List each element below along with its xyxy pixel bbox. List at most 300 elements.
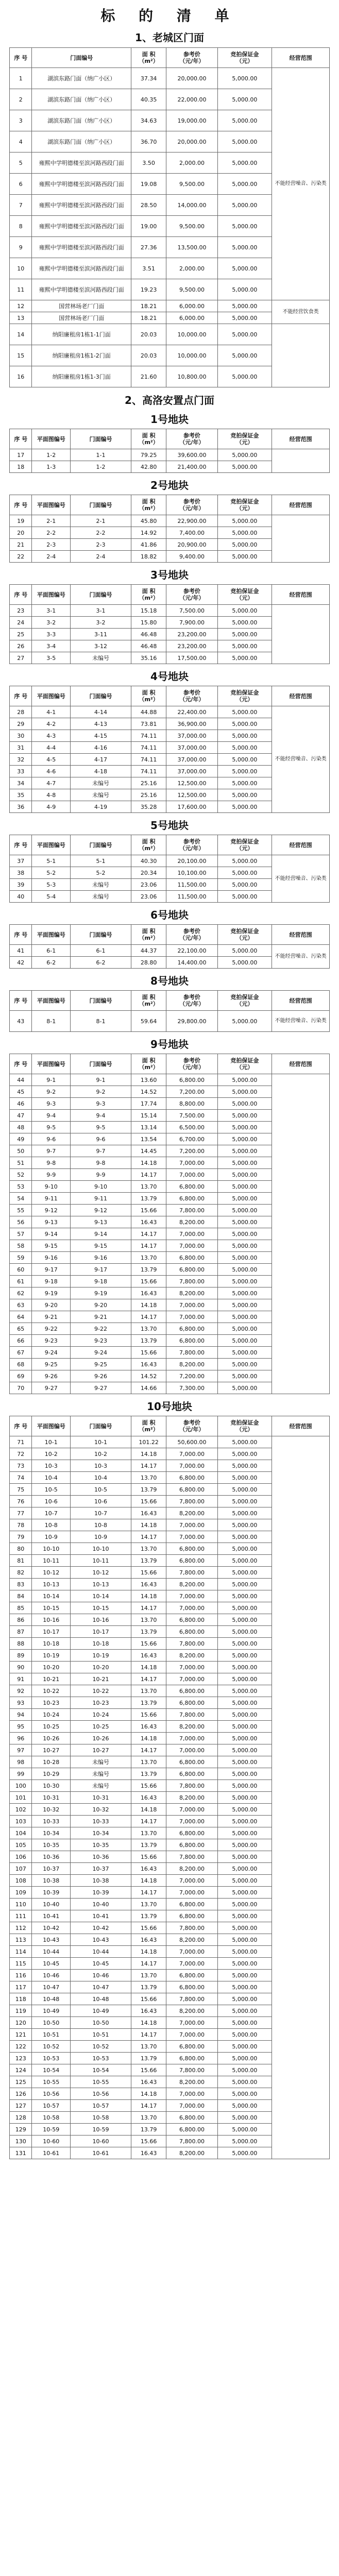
cell-seq: 51	[10, 1157, 32, 1169]
cell-area: 15.66	[131, 1780, 166, 1792]
cell-seq: 117	[10, 1981, 32, 1993]
column-header-remark: 经营范围	[272, 1054, 330, 1074]
cell-deposit: 5,000.00	[217, 1382, 272, 1394]
cell-price: 6,800.00	[166, 1756, 217, 1768]
cell-seq: 99	[10, 1768, 32, 1780]
cell-seq: 22	[10, 551, 32, 563]
shop-table	[9, 495, 330, 563]
cell-price: 6,800.00	[166, 1323, 217, 1335]
cell-seq: 96	[10, 1733, 32, 1744]
cell-area: 13.70	[131, 1970, 166, 1981]
cell-door-no: 10-35	[70, 1839, 131, 1851]
cell-deposit: 5,000.00	[217, 1472, 272, 1484]
cell-deposit: 5,000.00	[217, 258, 272, 279]
document-title: 标 的 清 单	[100, 7, 239, 24]
cell-door-no: 9-13	[70, 1216, 131, 1228]
cell-seq: 68	[10, 1359, 32, 1370]
cell-deposit: 5,000.00	[217, 1685, 272, 1697]
cell-door-no: 10-49	[70, 2005, 131, 2017]
cell-business-scope: 不能经营噪音、污染类	[272, 1011, 330, 1032]
cell-door-no: 10-7	[70, 1507, 131, 1519]
cell-deposit: 5,000.00	[217, 539, 272, 551]
cell-seq: 110	[10, 1899, 32, 1910]
cell-deposit: 5,000.00	[217, 1436, 272, 1448]
cell-deposit: 5,000.00	[217, 1981, 272, 1993]
cell-door-no: 9-19	[70, 1287, 131, 1299]
column-header-door: 门面编号	[70, 429, 131, 449]
cell-seq: 130	[10, 2136, 32, 2147]
column-header-seq: 序 号	[10, 585, 32, 605]
cell-area: 3.51	[131, 258, 166, 279]
table-header-row	[10, 1054, 330, 1074]
cell-area: 14.17	[131, 1673, 166, 1685]
cell-plan-no: 4-4	[32, 742, 71, 754]
cell-area: 16.43	[131, 2005, 166, 2017]
column-header-plan: 平面图编号	[32, 1054, 71, 1074]
shop-table	[9, 924, 330, 969]
cell-deposit: 5,000.00	[217, 617, 272, 629]
column-header-deposit: 竞拍保证金 （元）	[217, 1054, 272, 1074]
cell-area: 20.03	[131, 324, 166, 345]
cell-deposit: 5,000.00	[217, 1519, 272, 1531]
cell-door-no: 10-15	[70, 1602, 131, 1614]
cell-price: 10,000.00	[166, 324, 217, 345]
cell-price: 7,000.00	[166, 1958, 217, 1970]
cell-area: 15.66	[131, 1347, 166, 1359]
cell-door-no: 10-59	[70, 2124, 131, 2136]
cell-area: 20.34	[131, 867, 166, 879]
cell-price: 7,000.00	[166, 1744, 217, 1756]
cell-deposit: 5,000.00	[217, 312, 272, 324]
cell-plan-no: 10-34	[32, 1827, 71, 1839]
cell-price: 7,000.00	[166, 1311, 217, 1323]
cell-door-no: 4-18	[70, 766, 131, 777]
cell-seq: 76	[10, 1496, 32, 1507]
cell-area: 13.70	[131, 2112, 166, 2124]
cell-price: 8,200.00	[166, 1507, 217, 1519]
cell-price: 6,800.00	[166, 1555, 217, 1567]
cell-plan-no: 9-16	[32, 1252, 71, 1264]
cell-plan-no: 10-3	[32, 1460, 71, 1472]
cell-door-no: 10-22	[70, 1685, 131, 1697]
cell-seq: 129	[10, 2124, 32, 2136]
cell-price: 22,100.00	[166, 945, 217, 957]
column-header-door: 门面编号	[70, 686, 131, 706]
cell-plan-no: 5-3	[32, 879, 71, 891]
cell-price: 20,900.00	[166, 539, 217, 551]
cell-area: 14.17	[131, 1744, 166, 1756]
cell-door-no: 10-54	[70, 2064, 131, 2076]
cell-area: 101.22	[131, 1436, 166, 1448]
cell-deposit: 5,000.00	[217, 1780, 272, 1792]
cell-area: 14.18	[131, 1946, 166, 1958]
table-header-row	[10, 585, 330, 605]
cell-deposit: 5,000.00	[217, 1299, 272, 1311]
cell-area: 13.79	[131, 1697, 166, 1709]
cell-door-no: 10-27	[70, 1744, 131, 1756]
cell-seq: 69	[10, 1370, 32, 1382]
column-header-seq: 序 号	[10, 686, 32, 706]
cell-door-no: 10-34	[70, 1827, 131, 1839]
plot-heading: 8号地块	[150, 975, 189, 987]
cell-door-no: 9-10	[70, 1181, 131, 1193]
cell-door-no: 未编号	[70, 777, 131, 789]
cell-seq: 102	[10, 1804, 32, 1816]
cell-deposit: 5,000.00	[217, 1347, 272, 1359]
cell-seq: 95	[10, 1721, 32, 1733]
cell-seq: 45	[10, 1086, 32, 1098]
cell-price: 7,000.00	[166, 1519, 217, 1531]
cell-seq: 43	[10, 1011, 32, 1032]
column-header-deposit: 竞拍保证金 （元）	[217, 925, 272, 945]
cell-seq: 61	[10, 1276, 32, 1287]
cell-deposit: 5,000.00	[217, 1169, 272, 1181]
cell-area: 13.70	[131, 1899, 166, 1910]
cell-seq: 89	[10, 1650, 32, 1662]
cell-seq: 126	[10, 2088, 32, 2100]
cell-door-no: 湖滨东路门面（纳广小区）	[32, 131, 131, 152]
cell-plan-no: 10-37	[32, 1863, 71, 1875]
cell-door-no: 2-1	[70, 515, 131, 527]
cell-area: 16.43	[131, 1863, 166, 1875]
cell-door-no: 9-18	[70, 1276, 131, 1287]
cell-plan-no: 3-4	[32, 640, 71, 652]
cell-seq: 67	[10, 1347, 32, 1359]
cell-area: 16.43	[131, 1359, 166, 1370]
cell-deposit: 5,000.00	[217, 1638, 272, 1650]
cell-price: 10,000.00	[166, 345, 217, 366]
cell-seq: 9	[10, 237, 32, 258]
table-header-row	[10, 835, 330, 855]
table-row	[10, 449, 330, 461]
shop-table	[9, 835, 330, 903]
cell-price: 9,500.00	[166, 279, 217, 300]
cell-plan-no: 1-2	[32, 449, 71, 461]
cell-deposit: 5,000.00	[217, 1011, 272, 1032]
cell-plan-no: 4-6	[32, 766, 71, 777]
cell-business-scope	[272, 605, 330, 664]
cell-area: 14.17	[131, 1816, 166, 1827]
cell-seq: 44	[10, 1074, 32, 1086]
plot-heading: 9号地块	[150, 1038, 189, 1050]
cell-door-no: 9-22	[70, 1323, 131, 1335]
cell-plan-no: 9-24	[32, 1347, 71, 1359]
cell-price: 12,500.00	[166, 777, 217, 789]
cell-door-no: 9-6	[70, 1133, 131, 1145]
cell-door-no: 雍熙中学明德楼至滨河路西段门面	[32, 174, 131, 195]
column-header-remark: 经营范围	[272, 835, 330, 855]
cell-door-no: 未编号	[70, 1768, 131, 1780]
cell-door-no: 未编号	[70, 879, 131, 891]
cell-plan-no: 9-11	[32, 1193, 71, 1205]
cell-seq: 93	[10, 1697, 32, 1709]
cell-seq: 84	[10, 1590, 32, 1602]
cell-area: 16.43	[131, 1507, 166, 1519]
cell-price: 6,800.00	[166, 1335, 217, 1347]
cell-area: 14.17	[131, 1311, 166, 1323]
cell-price: 7,800.00	[166, 1922, 217, 1934]
column-header-door: 门面编号	[70, 1416, 131, 1436]
column-header-plan: 平面图编号	[32, 585, 71, 605]
cell-seq: 81	[10, 1555, 32, 1567]
cell-seq: 53	[10, 1181, 32, 1193]
cell-door-no: 9-12	[70, 1205, 131, 1216]
cell-price: 6,800.00	[166, 1264, 217, 1276]
cell-area: 13.70	[131, 1614, 166, 1626]
cell-deposit: 5,000.00	[217, 1733, 272, 1744]
cell-area: 14.52	[131, 1086, 166, 1098]
cell-door-no: 10-57	[70, 2100, 131, 2112]
plot-heading: 1号地块	[150, 413, 189, 426]
cell-price: 7,500.00	[166, 1110, 217, 1122]
cell-seq: 21	[10, 539, 32, 551]
cell-price: 6,800.00	[166, 1484, 217, 1496]
column-header-plan: 平面图编号	[32, 429, 71, 449]
cell-door-no: 9-4	[70, 1110, 131, 1122]
table-header-row	[10, 991, 330, 1011]
cell-price: 7,800.00	[166, 2136, 217, 2147]
cell-plan-no: 9-19	[32, 1287, 71, 1299]
cell-plan-no: 10-52	[32, 2041, 71, 2053]
cell-price: 14,000.00	[166, 195, 217, 216]
cell-plan-no: 10-9	[32, 1531, 71, 1543]
cell-area: 13.70	[131, 1252, 166, 1264]
cell-business-scope: 不能经营噪音、污染类	[272, 68, 330, 300]
cell-door-no: 10-36	[70, 1851, 131, 1863]
cell-plan-no: 10-16	[32, 1614, 71, 1626]
cell-door-no: 10-46	[70, 1970, 131, 1981]
column-header-seq: 序 号	[10, 1054, 32, 1074]
cell-seq: 78	[10, 1519, 32, 1531]
column-header-price: 参考价 （元/年）	[166, 925, 217, 945]
cell-deposit: 5,000.00	[217, 1086, 272, 1098]
cell-area: 18.21	[131, 312, 166, 324]
cell-plan-no: 10-56	[32, 2088, 71, 2100]
cell-price: 37,000.00	[166, 742, 217, 754]
cell-seq: 27	[10, 652, 32, 664]
cell-door-no: 10-2	[70, 1448, 131, 1460]
cell-area: 15.66	[131, 1709, 166, 1721]
cell-area: 13.79	[131, 1484, 166, 1496]
cell-door-no: 9-23	[70, 1335, 131, 1347]
cell-deposit: 5,000.00	[217, 1335, 272, 1347]
cell-area: 15.80	[131, 617, 166, 629]
cell-seq: 7	[10, 195, 32, 216]
cell-seq: 58	[10, 1240, 32, 1252]
cell-door-no: 10-19	[70, 1650, 131, 1662]
cell-area: 14.18	[131, 1804, 166, 1816]
cell-deposit: 5,000.00	[217, 2088, 272, 2100]
cell-door-no: 10-17	[70, 1626, 131, 1638]
cell-door-no: 10-3	[70, 1460, 131, 1472]
cell-price: 37,000.00	[166, 766, 217, 777]
cell-price: 7,000.00	[166, 1733, 217, 1744]
cell-area: 20.03	[131, 345, 166, 366]
cell-seq: 79	[10, 1531, 32, 1543]
cell-area: 14.18	[131, 2017, 166, 2029]
cell-seq: 104	[10, 1827, 32, 1839]
cell-door-no: 纳阳廉租房1栋1-1门面	[32, 324, 131, 345]
cell-deposit: 5,000.00	[217, 652, 272, 664]
cell-plan-no: 10-36	[32, 1851, 71, 1863]
cell-price: 7,000.00	[166, 1460, 217, 1472]
column-header-area: 面 积 （m²）	[131, 48, 166, 68]
cell-deposit: 5,000.00	[217, 1567, 272, 1579]
cell-price: 6,800.00	[166, 2112, 217, 2124]
cell-door-no: 雍熙中学明德楼至滨河路西段门面	[32, 258, 131, 279]
cell-area: 15.66	[131, 1922, 166, 1934]
cell-seq: 118	[10, 1993, 32, 2005]
cell-area: 14.18	[131, 2088, 166, 2100]
table-row	[10, 855, 330, 867]
cell-area: 13.70	[131, 1323, 166, 1335]
cell-deposit: 5,000.00	[217, 174, 272, 195]
section-heading: 2、高洛安置点门面	[125, 394, 214, 406]
cell-door-no: 9-25	[70, 1359, 131, 1370]
cell-door-no: 10-43	[70, 1934, 131, 1946]
cell-plan-no: 10-46	[32, 1970, 71, 1981]
cell-door-no: 9-7	[70, 1145, 131, 1157]
cell-door-no: 10-12	[70, 1567, 131, 1579]
plot-heading: 2号地块	[150, 479, 189, 492]
cell-area: 44.37	[131, 945, 166, 957]
cell-door-no: 10-48	[70, 1993, 131, 2005]
cell-deposit: 5,000.00	[217, 449, 272, 461]
cell-seq: 33	[10, 766, 32, 777]
shop-table	[9, 47, 330, 387]
shop-table	[9, 584, 330, 664]
cell-deposit: 5,000.00	[217, 1875, 272, 1887]
cell-deposit: 5,000.00	[217, 706, 272, 718]
cell-area: 18.82	[131, 551, 166, 563]
cell-plan-no: 5-2	[32, 867, 71, 879]
column-header-area: 面 积 （m²）	[131, 686, 166, 706]
cell-area: 13.70	[131, 1685, 166, 1697]
cell-deposit: 5,000.00	[217, 879, 272, 891]
cell-price: 7,000.00	[166, 2100, 217, 2112]
cell-price: 21,400.00	[166, 461, 217, 473]
table-row	[10, 1436, 330, 1448]
cell-deposit: 5,000.00	[217, 945, 272, 957]
cell-area: 44.88	[131, 706, 166, 718]
cell-business-scope: 不能经营噪音、污染类	[272, 855, 330, 903]
cell-door-no: 10-31	[70, 1792, 131, 1804]
cell-seq: 72	[10, 1448, 32, 1460]
cell-door-no: 10-47	[70, 1981, 131, 1993]
cell-deposit: 5,000.00	[217, 801, 272, 813]
cell-plan-no: 4-3	[32, 730, 71, 742]
cell-seq: 13	[10, 312, 32, 324]
cell-area: 46.48	[131, 640, 166, 652]
cell-deposit: 5,000.00	[217, 2112, 272, 2124]
cell-plan-no: 10-50	[32, 2017, 71, 2029]
cell-seq: 106	[10, 1851, 32, 1863]
cell-deposit: 5,000.00	[217, 629, 272, 640]
cell-deposit: 5,000.00	[217, 1579, 272, 1590]
table-header-row	[10, 495, 330, 515]
cell-area: 14.17	[131, 1958, 166, 1970]
cell-door-no: 10-13	[70, 1579, 131, 1590]
table-row	[10, 68, 330, 89]
cell-door-no: 3-2	[70, 617, 131, 629]
cell-price: 7,000.00	[166, 1169, 217, 1181]
cell-area: 14.17	[131, 2100, 166, 2112]
cell-door-no: 10-18	[70, 1638, 131, 1650]
plot-heading: 6号地块	[150, 909, 189, 921]
cell-price: 8,200.00	[166, 1287, 217, 1299]
cell-plan-no: 10-40	[32, 1899, 71, 1910]
cell-plan-no: 9-15	[32, 1240, 71, 1252]
cell-plan-no: 10-59	[32, 2124, 71, 2136]
cell-deposit: 5,000.00	[217, 1507, 272, 1519]
cell-seq: 112	[10, 1922, 32, 1934]
cell-seq: 24	[10, 617, 32, 629]
cell-door-no: 9-3	[70, 1098, 131, 1110]
cell-plan-no: 9-20	[32, 1299, 71, 1311]
column-header-price: 参考价 （元/年）	[166, 585, 217, 605]
cell-plan-no: 10-43	[32, 1934, 71, 1946]
cell-deposit: 5,000.00	[217, 1816, 272, 1827]
cell-deposit: 5,000.00	[217, 1614, 272, 1626]
cell-seq: 65	[10, 1323, 32, 1335]
cell-price: 7,200.00	[166, 1086, 217, 1098]
cell-area: 13.70	[131, 2041, 166, 2053]
cell-door-no: 10-38	[70, 1875, 131, 1887]
cell-seq: 16	[10, 366, 32, 387]
cell-deposit: 5,000.00	[217, 68, 272, 89]
column-header-deposit: 竞拍保证金 （元）	[217, 429, 272, 449]
cell-deposit: 5,000.00	[217, 1934, 272, 1946]
cell-price: 6,800.00	[166, 1252, 217, 1264]
cell-price: 7,800.00	[166, 1496, 217, 1507]
cell-deposit: 5,000.00	[217, 345, 272, 366]
cell-door-no: 未编号	[70, 789, 131, 801]
cell-price: 8,200.00	[166, 1863, 217, 1875]
cell-area: 18.21	[131, 300, 166, 312]
cell-price: 6,800.00	[166, 1193, 217, 1205]
cell-price: 6,800.00	[166, 2053, 217, 2064]
column-header-deposit: 竞拍保证金 （元）	[217, 835, 272, 855]
column-header-door: 门面编号	[70, 835, 131, 855]
cell-door-no: 湖滨东路门面（纳广小区）	[32, 89, 131, 110]
column-header-remark: 经营范围	[272, 48, 330, 68]
cell-deposit: 5,000.00	[217, 1792, 272, 1804]
cell-plan-no: 9-2	[32, 1086, 71, 1098]
cell-plan-no: 10-14	[32, 1590, 71, 1602]
cell-seq: 26	[10, 640, 32, 652]
cell-deposit: 5,000.00	[217, 1193, 272, 1205]
cell-deposit: 5,000.00	[217, 2041, 272, 2053]
cell-plan-no: 10-8	[32, 1519, 71, 1531]
cell-deposit: 5,000.00	[217, 1216, 272, 1228]
column-header-deposit: 竞拍保证金 （元）	[217, 48, 272, 68]
cell-door-no: 10-58	[70, 2112, 131, 2124]
cell-price: 7,500.00	[166, 605, 217, 617]
cell-seq: 57	[10, 1228, 32, 1240]
cell-price: 6,800.00	[166, 1827, 217, 1839]
cell-area: 15.14	[131, 1110, 166, 1122]
cell-plan-no: 10-31	[32, 1792, 71, 1804]
cell-area: 14.18	[131, 1299, 166, 1311]
cell-area: 13.70	[131, 1756, 166, 1768]
cell-area: 15.66	[131, 1993, 166, 2005]
cell-door-no: 9-11	[70, 1193, 131, 1205]
cell-door-no: 3-11	[70, 629, 131, 640]
cell-plan-no: 3-2	[32, 617, 71, 629]
cell-price: 22,900.00	[166, 515, 217, 527]
cell-area: 45.80	[131, 515, 166, 527]
section-heading: 1、老城区门面	[135, 31, 204, 44]
